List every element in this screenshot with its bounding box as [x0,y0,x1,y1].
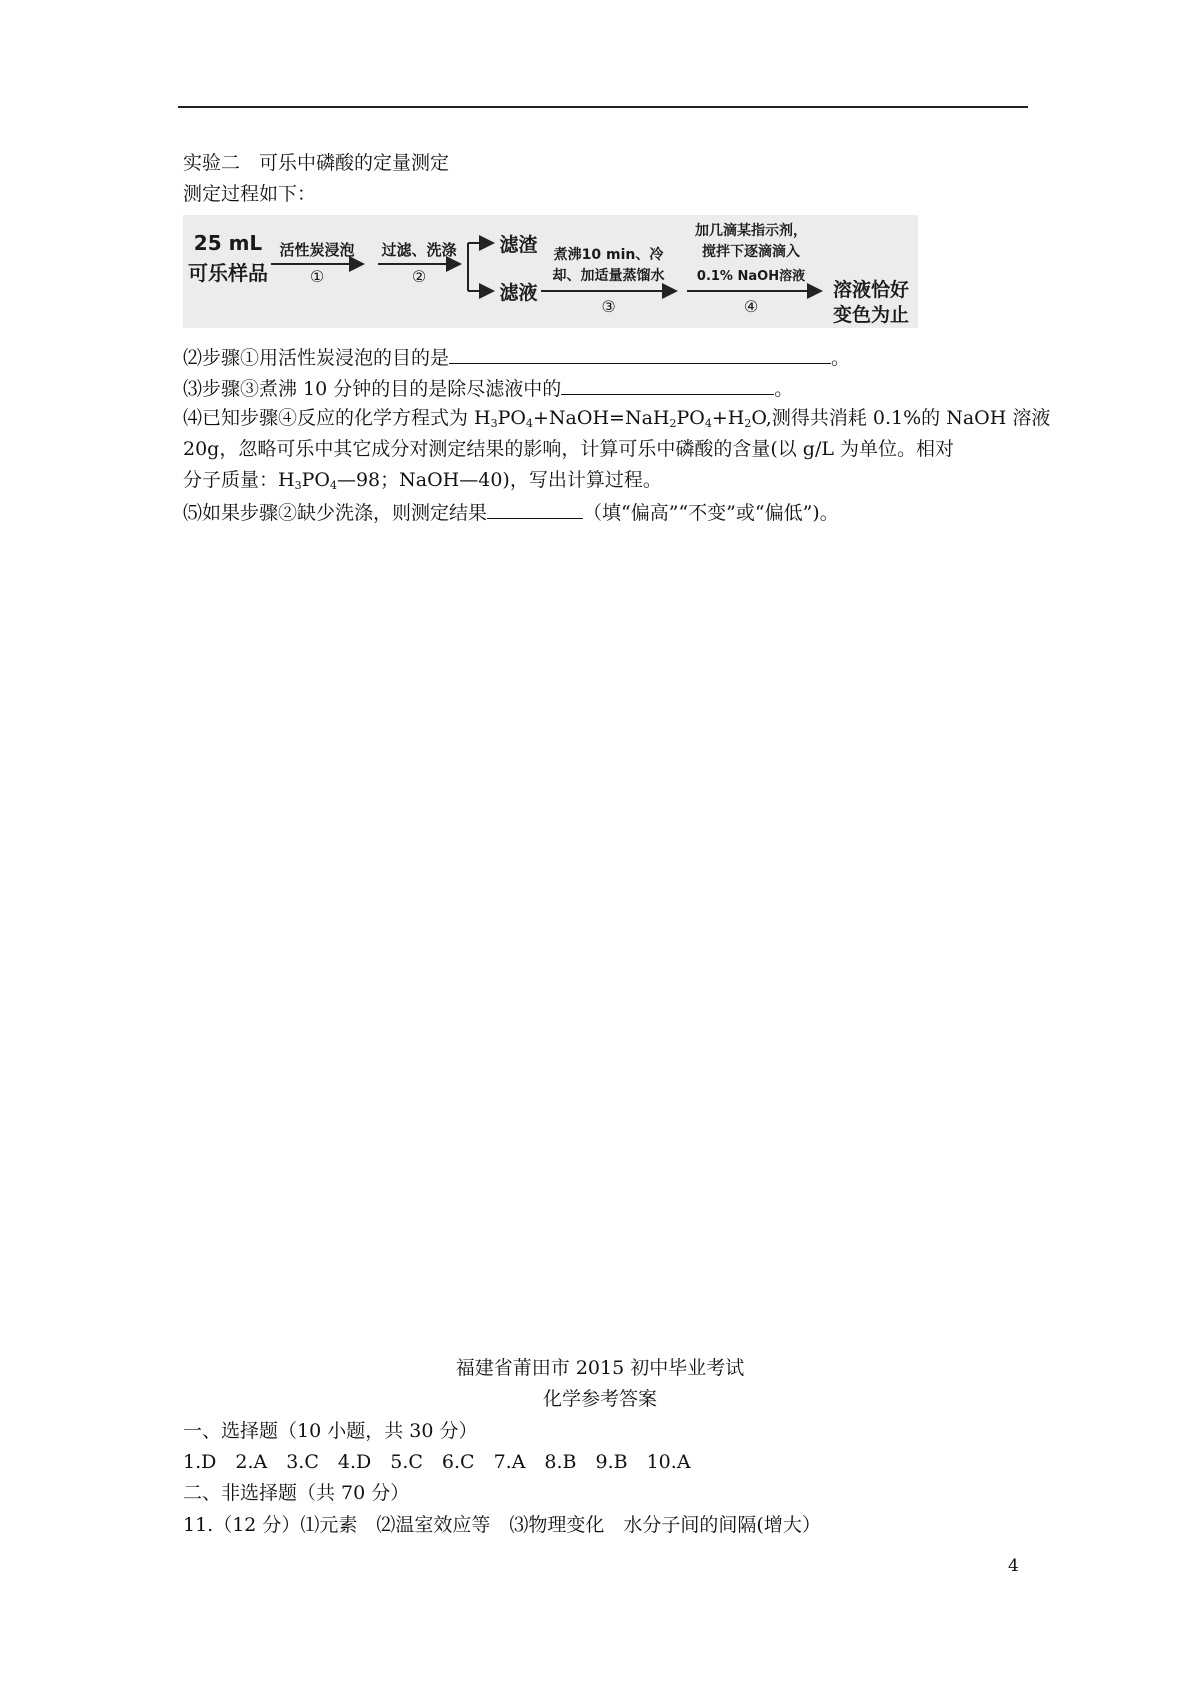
endpoint-line2: 变色为止 [832,304,909,326]
experiment-intro: 测定过程如下： [183,183,317,205]
question-5-text: ⑸如果步骤②缺少洗涤，则测定结果 [183,502,488,524]
question-2 [183,343,850,371]
step1-number: ① [309,267,325,286]
q4-part-e: +H [711,407,745,429]
question-5 [183,498,839,526]
question-2-end: 。 [831,347,851,369]
q4-line3-b: PO [301,469,330,491]
question-2-text: ⑵步骤①用活性炭浸泡的目的是 [183,347,450,369]
q4-part-a: ⑷已知步骤④反应的化学方程式为 H [183,407,491,429]
question-5-answer-blank[interactable] [487,498,583,519]
answers-header-exam: 福建省莆田市 2015 初中毕业考试 [455,1357,745,1379]
experiment-title: 实验二 可乐中磷酸的定量测定 [183,152,450,174]
q4-part-d: PO [676,407,705,429]
residue-label: 滤渣 [499,234,538,256]
answers-choices: 1.D 2.A 3.C 4.D 5.C 6.C 7.A 8.B 9.B 10.A [183,1451,691,1473]
question-2-answer-blank[interactable] [449,343,831,364]
answers-section-2: 二、非选择题（共 70 分） [183,1482,410,1504]
question-3-answer-blank[interactable] [561,374,774,395]
q4-part-b: PO [497,407,526,429]
q4-sub-2: 4 [526,417,533,430]
q4-part-f: O,测得共消耗 0.1%的 NaOH 溶液 [751,407,1051,429]
step4-number: ④ [743,297,759,316]
step1-label: 活性炭浸泡 [279,241,355,259]
question-3 [183,374,793,402]
question-4-line3 [183,467,662,499]
answers-section-1: 一、选择题（10 小题，共 30 分） [183,1420,478,1442]
step4-line2: 搅拌下逐滴滴入 [702,244,800,260]
answers-header-title: 化学参考答案 [542,1388,657,1410]
q4-sub-3: 2 [669,417,677,430]
answers-q11: 11.（12 分）⑴元素 ⑵温室效应等 ⑶物理变化 水分子间的间隔(增大） [183,1514,821,1536]
sample-volume: 25 mL [193,231,263,255]
endpoint-line1: 溶液恰好 [832,279,909,301]
q4-part-c: +NaOH=NaH [533,407,670,429]
question-5-end: （填“偏高”“不变”或“偏低”)。 [583,502,839,524]
question-3-end: 。 [774,378,794,400]
page-number: 4 [1008,1556,1019,1576]
step3-line2: 却、加适量蒸馏水 [552,268,665,284]
q4-line3-c: —98；NaOH—40)，写出计算过程。 [336,469,662,491]
q4-line3-sub1: 3 [294,479,302,492]
question-3-text: ⑶步骤③煮沸 10 分钟的目的是除尽滤液中的 [183,378,562,400]
step2-number: ② [411,267,427,286]
flowchart [183,215,918,328]
filtrate-label: 滤液 [499,282,538,304]
sample-label: 可乐样品 [188,261,268,285]
q4-line3-a: 分子质量：H [183,469,295,491]
step2-label: 过滤、洗涤 [381,241,457,259]
q4-line3-sub2: 4 [329,479,337,492]
step3-line1: 煮沸10 min、冷 [553,247,664,263]
question-4-line1 [183,405,1050,437]
step3-number: ③ [601,297,616,316]
step4-line3: 0.1% NaOH溶液 [696,269,806,284]
header-rule [178,106,1028,108]
question-4-line2: 20g，忽略可乐中其它成分对测定结果的影响，计算可乐中磷酸的含量(以 g/L 为单位。相对 [183,438,955,460]
q4-sub-5: 2 [744,417,752,430]
q4-sub-4: 4 [704,417,712,430]
step4-line1: 加几滴某指示剂， [695,223,807,239]
q4-sub-1: 3 [490,417,498,430]
